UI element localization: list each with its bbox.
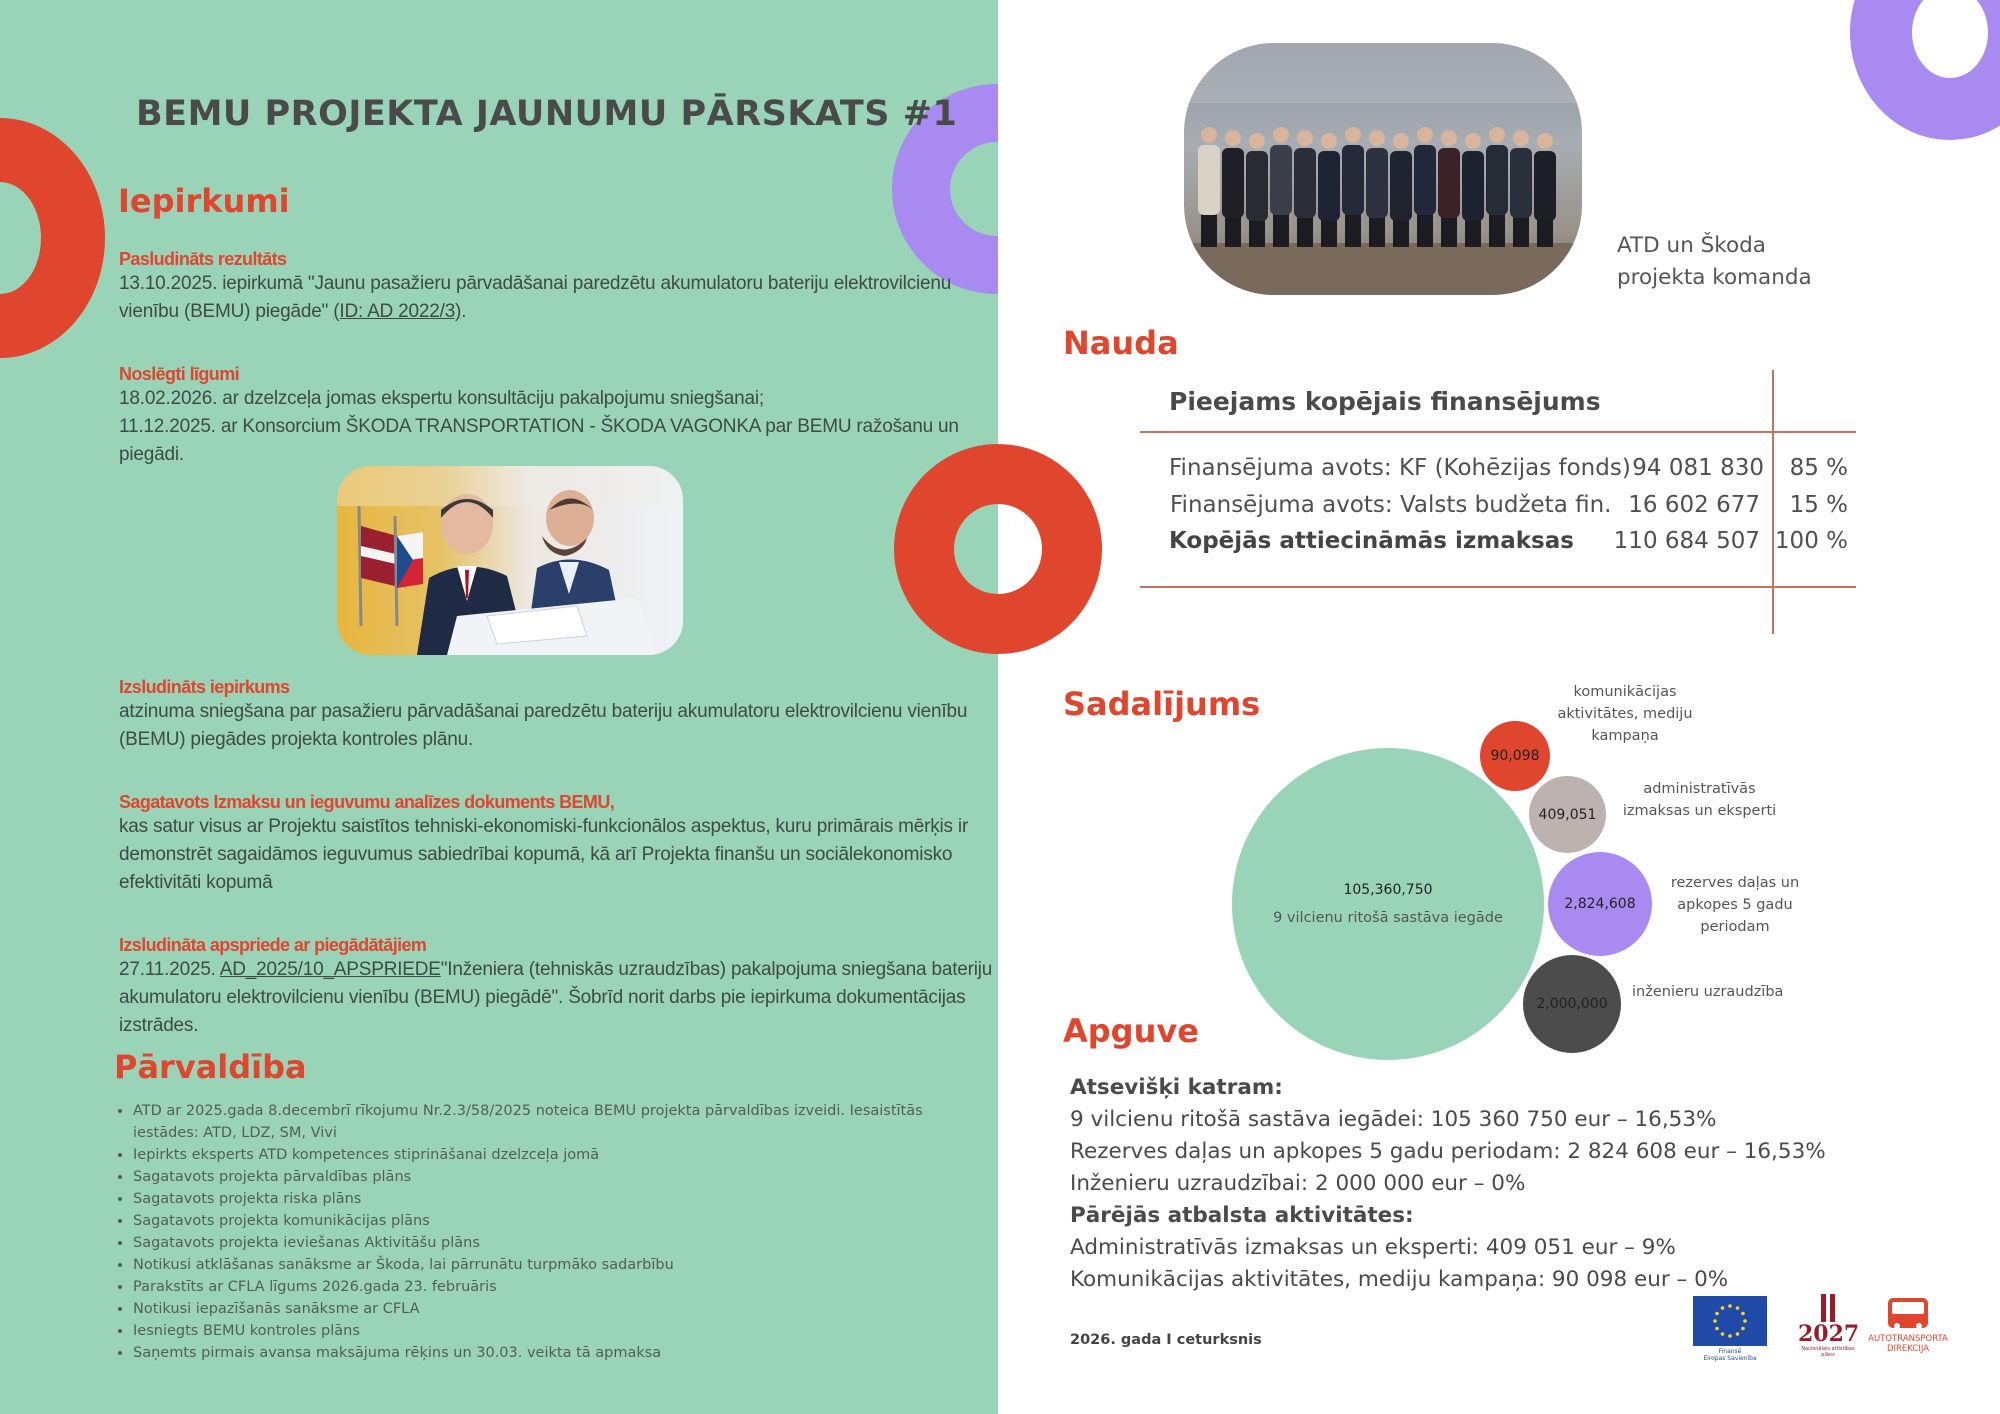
finance-row-label: Finansējuma avots: KF (Kohēzijas fonds) (1169, 455, 1631, 481)
ligumi-line2: 11.12.2025. ar Konsorcium ŠKODA TRANSPORTATION - ŠKODA VAGONKA par BEMU ražošanu un (119, 416, 959, 437)
eu-star (1728, 1334, 1732, 1338)
parvaldiba-list-wrap (113, 1100, 943, 1364)
izsludinats-text (119, 698, 989, 754)
apguve-heading: Apguve (1063, 1012, 1199, 1050)
parvaldiba-list (113, 1100, 943, 1364)
eu-flag-icon (1693, 1296, 1767, 1346)
rezultats-line2 (119, 298, 989, 326)
atd-logo-line1: AUTOTRANSPORTA (1868, 1334, 1948, 1344)
apguve-line: 9 vilcienu ritošā sastāva iegādei: 105 360 750 eur – 16,53% (1070, 1107, 1717, 1132)
parvaldiba-list-item: • Sagatavots projekta ieviešanas Aktivitāšu plāns (133, 1232, 943, 1254)
finance-row-total (1169, 528, 1574, 554)
table-vertical-divider (1772, 370, 1774, 634)
team-photo (1184, 43, 1582, 295)
apspriede-line1 (119, 956, 994, 984)
team-member (1438, 130, 1460, 247)
ligumi-line3: piegādi. (119, 444, 184, 465)
finance-row-amount: 16 602 677 (1628, 492, 1760, 518)
atd-logo (1860, 1296, 1956, 1366)
purple-ring-top-right (1850, 0, 2000, 140)
apspriede-text (119, 956, 994, 1040)
parvaldiba-list-item: • ATD ar 2025.gada 8.decembrī rīkojumu Nr.2.3/58/2025 noteica BEMU projekta pārvaldības izveidi. Iesaistītās iestādes: ATD, LDZ, SM, Vivi (133, 1100, 943, 1144)
ligumi-title: Noslēgti līgumi (119, 364, 240, 384)
finance-row-kf (1169, 455, 1631, 481)
team-caption-line2: projekta komanda (1617, 265, 1812, 290)
finance-row-kf-percent (1780, 455, 1848, 481)
bus-icon (1886, 1296, 1930, 1332)
apguve-line: Rezerves daļas un apkopes 5 gadu periodam: 2 824 608 eur – 16,53% (1070, 1139, 1826, 1164)
table-header-rule (1140, 431, 1856, 433)
parvaldiba-list-item: • Iepirkts eksperts ATD kompetences stiprināšanai dzelzceļa jomā (133, 1144, 943, 1166)
team-member (1486, 127, 1508, 247)
eu-star (1736, 1332, 1740, 1336)
apguve-line: Atsevišķi katram: (1070, 1075, 1283, 1100)
eu-star (1715, 1327, 1719, 1331)
eu-logo-text: Finansē Eiropas Savienība (1703, 1348, 1757, 1362)
team-member (1270, 127, 1292, 247)
footer-date: 2026. gada I ceturksnis (1070, 1332, 1262, 1348)
ligumi-text (119, 385, 989, 469)
apspriede-line1-text: "Inženiera (tehniskās uzraudzības) pakalpojuma sniegšana bateriju (440, 959, 993, 980)
label-admin: administratīvās izmaksas un eksperti (1622, 781, 1777, 819)
parvaldiba-heading: Pārvaldība (114, 1048, 307, 1086)
parvaldiba-list-item: • Notikusi atklāšanas sanāksme ar Škoda, lai pārrunātu turpmāko sadarbību (133, 1254, 943, 1276)
nap-logo-text: Nacionālais attīstības plāns (1801, 1346, 1855, 1358)
sagatavots-block (119, 792, 994, 897)
team-member (1414, 127, 1436, 247)
apspriede-link[interactable]: AD_2025/10_APSPRIEDE (219, 959, 441, 980)
apguve-line: Inženieru uzraudzībai: 2 000 000 eur – 0% (1070, 1171, 1526, 1196)
finance-table-title: Pieejams kopējais finansējums (1169, 387, 1601, 416)
finance-row-amount: 94 081 830 (1632, 455, 1764, 481)
finance-row-label: Finansējuma avots: Valsts budžeta fin. (1170, 492, 1612, 518)
eu-star (1721, 1306, 1725, 1310)
bubble-admin (1529, 776, 1606, 853)
red-ring-middle (894, 444, 1102, 654)
signing-photo (337, 466, 683, 655)
label-spare-parts: rezerves daļas un apkopes 5 gadu periodam (1670, 875, 1800, 935)
team-photo-illustration (1184, 43, 1582, 295)
team-member (1342, 127, 1364, 247)
team-member (1390, 133, 1412, 247)
bubble-spare-parts-value: 2,824,608 (1564, 896, 1636, 912)
team-member (1294, 130, 1316, 247)
apguve-list (1070, 1072, 1826, 1296)
team-member (1222, 130, 1244, 247)
sagatavots-line1: kas satur visus ar Projektu saistītos tehniski-ekonomiski-funkcionālos aspektus, kuru primārais mērķis ir (119, 816, 969, 837)
ligumi-line1: 18.02.2026. ar dzelzceļa jomas ekspertu konsultāciju pakalpojumu sniegšanai; (119, 388, 764, 409)
team-caption-line1: ATD un Škoda (1617, 233, 1766, 258)
bubble-communications (1480, 721, 1550, 791)
parvaldiba-list-item: • Saņemts pirmais avansa maksājuma rēķins un 30.03. veikta tā apmaksa (133, 1342, 943, 1364)
izsludinats-line1: atzinuma sniegšana par pasažieru pārvadāšanai paredzētu bateriju akumulatoru elektrovilcienu vienību (119, 701, 968, 722)
apspriede-title: Izsludināta apspriede ar piegādātājiem (119, 935, 427, 955)
finance-row-budget-percent (1780, 492, 1848, 518)
sagatavots-line2: demonstrēt sagaidāmos ieguvumus sabiedrībai kopumā, kā arī Projekta finanšu un sociālekonomisko (119, 844, 953, 865)
bubble-engineering (1523, 955, 1621, 1053)
eu-star (1721, 1332, 1725, 1336)
finance-row-budget-amount (1610, 492, 1760, 518)
izsludinats-title: Izsludināts iepirkums (119, 677, 290, 697)
sadalijums-heading: Sadalījums (1063, 685, 1261, 723)
left-panel (0, 0, 998, 1414)
label-engineering: inženieru uzraudzība (1632, 984, 1784, 1000)
parvaldiba-list-item: • Iesniegts BEMU kontroles plāns (133, 1320, 943, 1342)
finance-row-kf-amount (1610, 455, 1764, 481)
atd-logo-line2: DIREKCIJA (1886, 1344, 1930, 1354)
apspriede-date: 27.11.2025. (119, 959, 220, 980)
bubble-engineering-value: 2,000,000 (1536, 996, 1608, 1012)
rezultats-title: Pasludināts rezultāts (119, 249, 287, 269)
rezultats-line2-text: vienību (BEMU) piegāde" (119, 301, 334, 322)
nap-logo-year: 2027 (1798, 1321, 1860, 1347)
team-member (1510, 130, 1532, 247)
parvaldiba-list-item: • Parakstīts ar CFLA līgums 2026.gada 23. februāris (133, 1276, 943, 1298)
team-member (1534, 133, 1556, 247)
finance-row-percent: 15 % (1789, 492, 1848, 518)
eu-star (1736, 1306, 1740, 1310)
team-member (1198, 127, 1220, 247)
apspriede-line2: akumulatoru elektrovilcienu vienību (BEMU) piegādē". Šobrīd norit darbs pie iepirkuma dokumentācijas (119, 987, 966, 1008)
ligumi-block (119, 364, 989, 469)
team-member (1246, 133, 1268, 247)
bubble-rolling-stock-label: 9 vilcienu ritošā sastāva iegāde (1273, 910, 1503, 926)
finance-total-percent: 100 % (1774, 528, 1848, 554)
bubble-spare-parts (1548, 852, 1652, 956)
sagatavots-line3: efektivitāti kopumā (119, 872, 273, 893)
eu-star (1713, 1319, 1717, 1323)
label-communications: komunikācijas aktivitātes, mediju kampaņa (1557, 684, 1693, 744)
bubble-admin-value: 409,051 (1538, 806, 1597, 823)
apguve-line: Administratīvās izmaksas un eksperti: 409 051 eur – 9% (1070, 1235, 1676, 1260)
parvaldiba-list-item: • Sagatavots projekta riska plāns (133, 1188, 943, 1210)
team-member (1462, 133, 1484, 247)
izsludinats-block (119, 677, 989, 754)
finance-table (1140, 370, 1856, 634)
izsludinats-line2: (BEMU) piegādes projekta kontroles plānu. (119, 729, 474, 750)
nap-bars-icon (1818, 1294, 1838, 1322)
bubble-rolling-stock (1232, 748, 1544, 1060)
parvaldiba-list-item: • Notikusi iepazīšanās sanāksme ar CFLA (133, 1298, 943, 1320)
nauda-heading: Nauda (1063, 324, 1179, 362)
rezultats-line1: 13.10.2025. iepirkumā "Jaunu pasažieru pārvadāšanai paredzētu akumulatoru bateriju elektrovilcienu (119, 273, 952, 294)
apguve-line: Pārējās atbalsta aktivitātes: (1070, 1203, 1414, 1228)
eu-star (1741, 1312, 1745, 1316)
finance-total-label: Kopējās attiecināmās izmaksas (1169, 528, 1574, 554)
sagatavots-text (119, 813, 994, 897)
team-member (1318, 133, 1340, 247)
eu-star (1715, 1312, 1719, 1316)
apguve-line: Komunikācijas aktivitātes, mediju kampaņa: 90 098 eur – 0% (1070, 1267, 1729, 1292)
team-caption (1617, 230, 1812, 294)
sagatavots-title: Sagatavots Izmaksu un ieguvumu analīzes dokuments BEMU, (119, 792, 615, 812)
signing-photo-illustration (337, 466, 683, 655)
red-ring-decoration (0, 118, 105, 358)
iepirkumi-heading: Iepirkumi (118, 182, 290, 220)
table-bottom-rule (1140, 586, 1856, 588)
eu-star (1728, 1304, 1732, 1308)
rezultats-text (119, 270, 989, 326)
rezultats-block (119, 249, 989, 326)
bubble-communications-value: 90,098 (1490, 748, 1540, 764)
procurement-id-link[interactable]: (ID: AD 2022/3) (333, 301, 462, 322)
nap-logo (1798, 1294, 1858, 1366)
finance-row-budget (1170, 492, 1611, 518)
finance-row-percent: 85 % (1789, 455, 1848, 481)
page-title: BEMU PROJEKTA JAUNUMU PĀRSKATS #1 (136, 94, 958, 134)
finance-row-total-percent (1770, 528, 1848, 554)
eu-logo (1693, 1296, 1767, 1366)
apspriede-block (119, 935, 994, 1040)
eu-star (1741, 1327, 1745, 1331)
parvaldiba-list-item: • Sagatavots projekta pārvaldības plāns (133, 1166, 943, 1188)
parvaldiba-list-item: • Sagatavots projekta komunikācijas plāns (133, 1210, 943, 1232)
finance-total-amount: 110 684 507 (1613, 528, 1760, 554)
team-member (1366, 130, 1388, 247)
finance-row-total-amount (1590, 528, 1760, 554)
eu-star (1743, 1319, 1747, 1323)
rezultats-line2-end: . (461, 301, 467, 322)
eu-stars (1693, 1296, 1767, 1346)
bubble-rolling-stock-value: 105,360,750 (1343, 882, 1433, 898)
apspriede-line3: izstrādes. (119, 1015, 199, 1036)
